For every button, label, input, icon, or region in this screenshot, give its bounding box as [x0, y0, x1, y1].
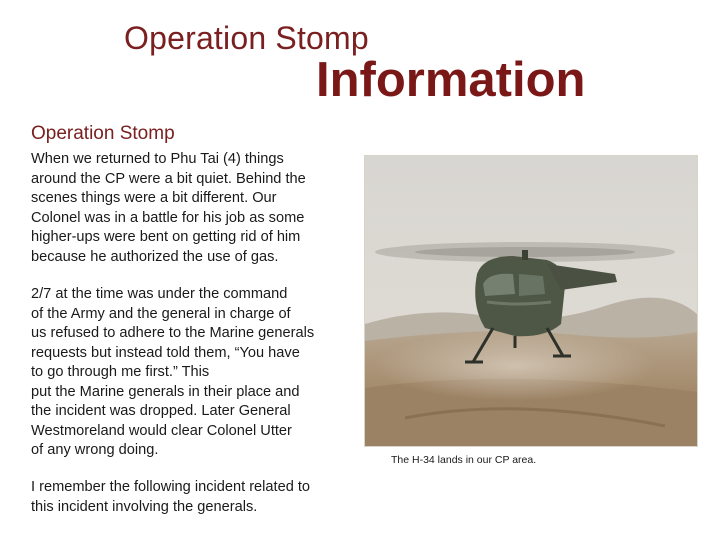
section-heading: Operation Stomp	[31, 123, 175, 144]
paragraph-line: around the CP were a bit quiet. Behind the	[31, 170, 306, 187]
title-operation-stomp: Operation Stomp	[124, 20, 369, 56]
paragraph-line: When we returned to Phu Tai (4) things	[31, 151, 284, 167]
paragraph-line: I remember the following incident related to	[31, 479, 311, 495]
paragraph-line: of any wrong doing.	[31, 442, 159, 458]
paragraph-line: scenes things were a bit different. Our	[31, 190, 277, 206]
paragraph-line: us refused to adhere to the Marine generals	[31, 325, 315, 341]
paragraph-line: of the Army and the general in charge of	[31, 305, 291, 322]
paragraph-line: to go through me first.” This	[31, 364, 210, 380]
paragraph-line: Westmoreland would clear Colonel Utter	[31, 422, 292, 439]
photo-caption: The H-34 lands in our CP area.	[391, 454, 537, 466]
paragraph-line: Colonel was in a battle for his job as some	[31, 209, 305, 226]
paragraph-3	[31, 478, 351, 517]
paragraph-line: put the Marine generals in their place and	[31, 383, 300, 400]
paragraph-line: this incident involving the generals.	[31, 498, 258, 515]
paragraph-line: higher-ups were bent on getting rid of him	[31, 229, 301, 245]
helicopter-photo	[364, 155, 698, 447]
paragraph-line: because he authorized the use of gas.	[31, 248, 279, 265]
title-information: Information	[316, 53, 586, 107]
paragraph-line: 2/7 at the time was under the command	[31, 286, 288, 302]
paragraph-2	[31, 285, 351, 461]
paragraph-line: the incident was dropped. Later General	[31, 403, 291, 419]
helicopter-photo-image	[365, 156, 697, 446]
paragraph-1	[31, 150, 351, 267]
paragraph-line: requests but instead told them, “You have	[31, 344, 300, 361]
